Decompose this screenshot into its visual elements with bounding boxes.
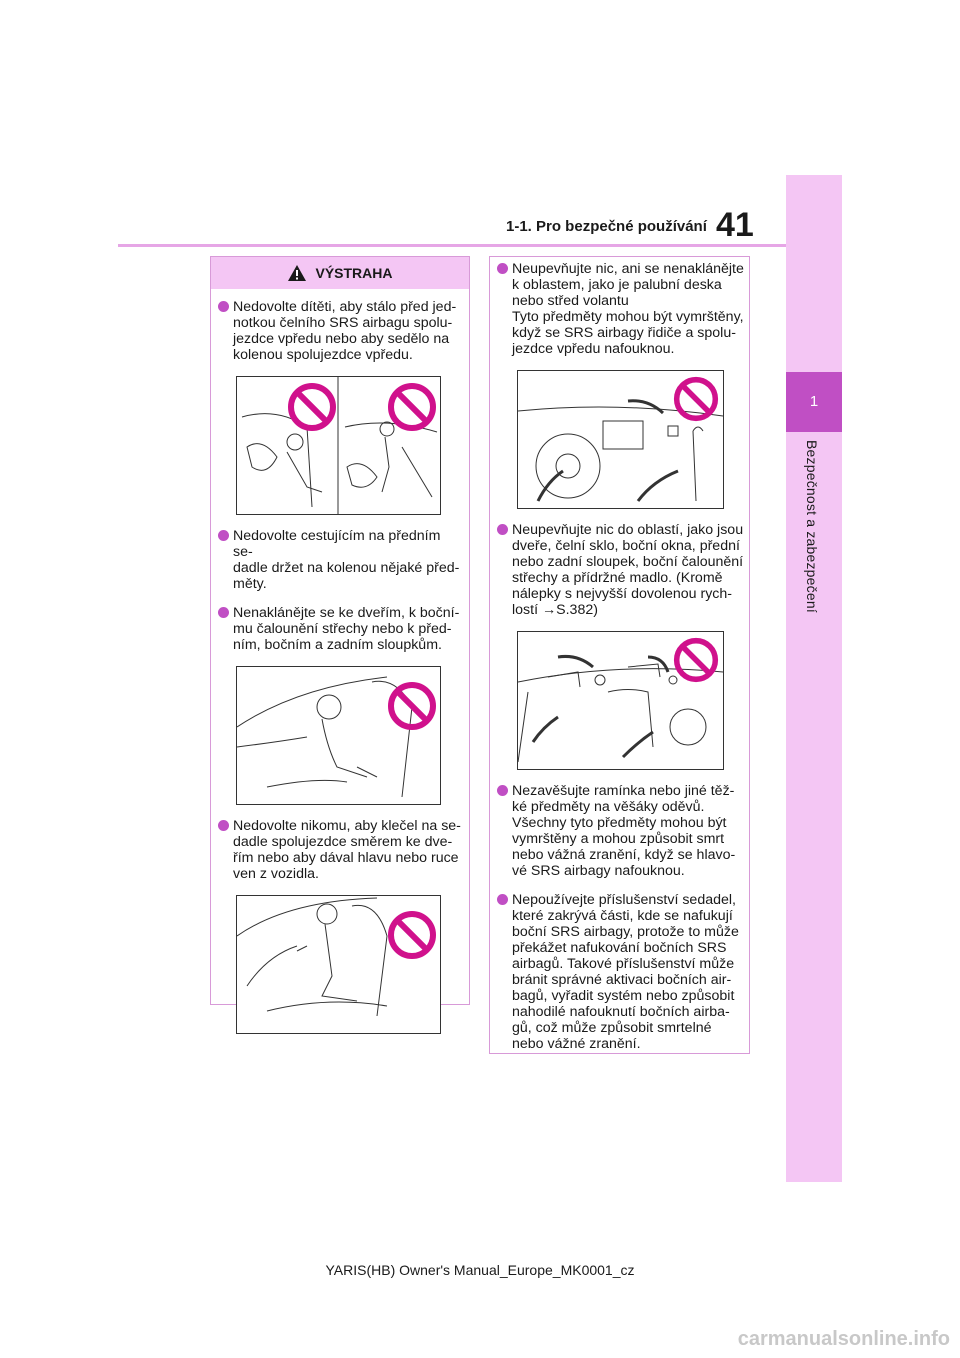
- warning-item: Nezavěšujte ramínka nebo jiné těž- ké předměty na věšáky oděvů. Všechny tyto předměty mohou být vymrštěny a mohou způsobit smrt nebo vážná zranění, když se hlavo- vé SRS airbagy nafouknou.: [494, 783, 745, 879]
- prohibited-icon: [673, 376, 719, 422]
- footer-manual-id: YARIS(HB) Owner's Manual_Europe_MK0001_cz: [325, 1262, 635, 1278]
- warning-triangle-icon: [287, 264, 307, 282]
- bullet-icon: [497, 894, 508, 905]
- header-divider: [118, 244, 786, 247]
- warning-box-right: [489, 256, 750, 1054]
- warning-header: [211, 257, 469, 289]
- prohibited-icon: [387, 910, 437, 960]
- chapter-title: Bezpečnost a zabezpečení: [804, 440, 820, 613]
- illustration-child-lap: [236, 376, 441, 515]
- bullet-icon: [497, 785, 508, 796]
- bullet-icon: [218, 607, 229, 618]
- bullet-icon: [218, 301, 229, 312]
- prohibited-icon: [287, 382, 337, 432]
- watermark: carmanualsonline.info: [737, 1328, 950, 1350]
- illustration-pillars-roof: [517, 631, 724, 770]
- warning-item: Nedovolte dítěti, aby stálo před jed- notkou čelního SRS airbagu spolu- jezdce vpředu nebo aby sedělo na kolenou spolujezdce vpředu.: [215, 299, 463, 363]
- prohibited-icon: [387, 382, 437, 432]
- illustration-kneeling-seat: [236, 895, 441, 1034]
- warning-item: Nedovolte cestujícím na předním se- dadle držet na kolenou nějaké před- měty.: [215, 528, 463, 592]
- page-number: 41: [716, 206, 754, 244]
- warning-box-left: [210, 256, 470, 1005]
- warning-heading: VÝSTRAHA: [315, 265, 393, 281]
- prohibited-icon: [387, 681, 437, 731]
- warning-item: Nenaklánějte se ke dveřím, k boční- mu čalounění střechy nebo k před- ním, bočním a zadním sloupkům.: [215, 605, 463, 653]
- illustration-dashboard: [517, 370, 724, 509]
- bullet-icon: [497, 524, 508, 535]
- warning-item: Neupevňujte nic do oblastí, jako jsou dveře, čelní sklo, boční okna, přední nebo zadní sloupek, boční čalounění střechy a přídržné madlo. (Kromě nálepky s nejvyšší dovolenou rych- lostí →S.382): [494, 522, 745, 618]
- bullet-icon: [218, 530, 229, 541]
- bullet-icon: [497, 263, 508, 274]
- chapter-side-tab: [786, 175, 842, 1182]
- warning-item: Neupevňujte nic, ani se nenaklánějte k oblastem, jako je palubní deska nebo střed volantu Tyto předměty mohou být vymrštěny, když se SRS airbagy řidiče a spolu- jezdce vpředu nafouknou.: [494, 261, 745, 357]
- bullet-icon: [218, 820, 229, 831]
- warning-item: Nedovolte nikomu, aby klečel na se- dadle spolujezdce směrem ke dve- řím nebo aby dával hlavu nebo ruce ven z vozidla.: [215, 818, 463, 882]
- section-title: 1-1. Pro bezpečné používání: [506, 218, 707, 235]
- chapter-number-badge: 1: [786, 372, 842, 432]
- illustration-leaning-door: [236, 666, 441, 805]
- warning-item: Nepoužívejte příslušenství sedadel, které zakrývá části, kde se nafukují boční SRS airbagy, protože to může překážet nafukování bočních SRS airbagů. Takové příslušenství může bránit správné aktivaci bočních air- bagů, vyřadit systém nebo způsobit nahodilé nafouknutí bočních airba- gů, což může způsobit smrtelné nebo vážné zranění.: [494, 892, 745, 1052]
- prohibited-icon: [673, 637, 719, 683]
